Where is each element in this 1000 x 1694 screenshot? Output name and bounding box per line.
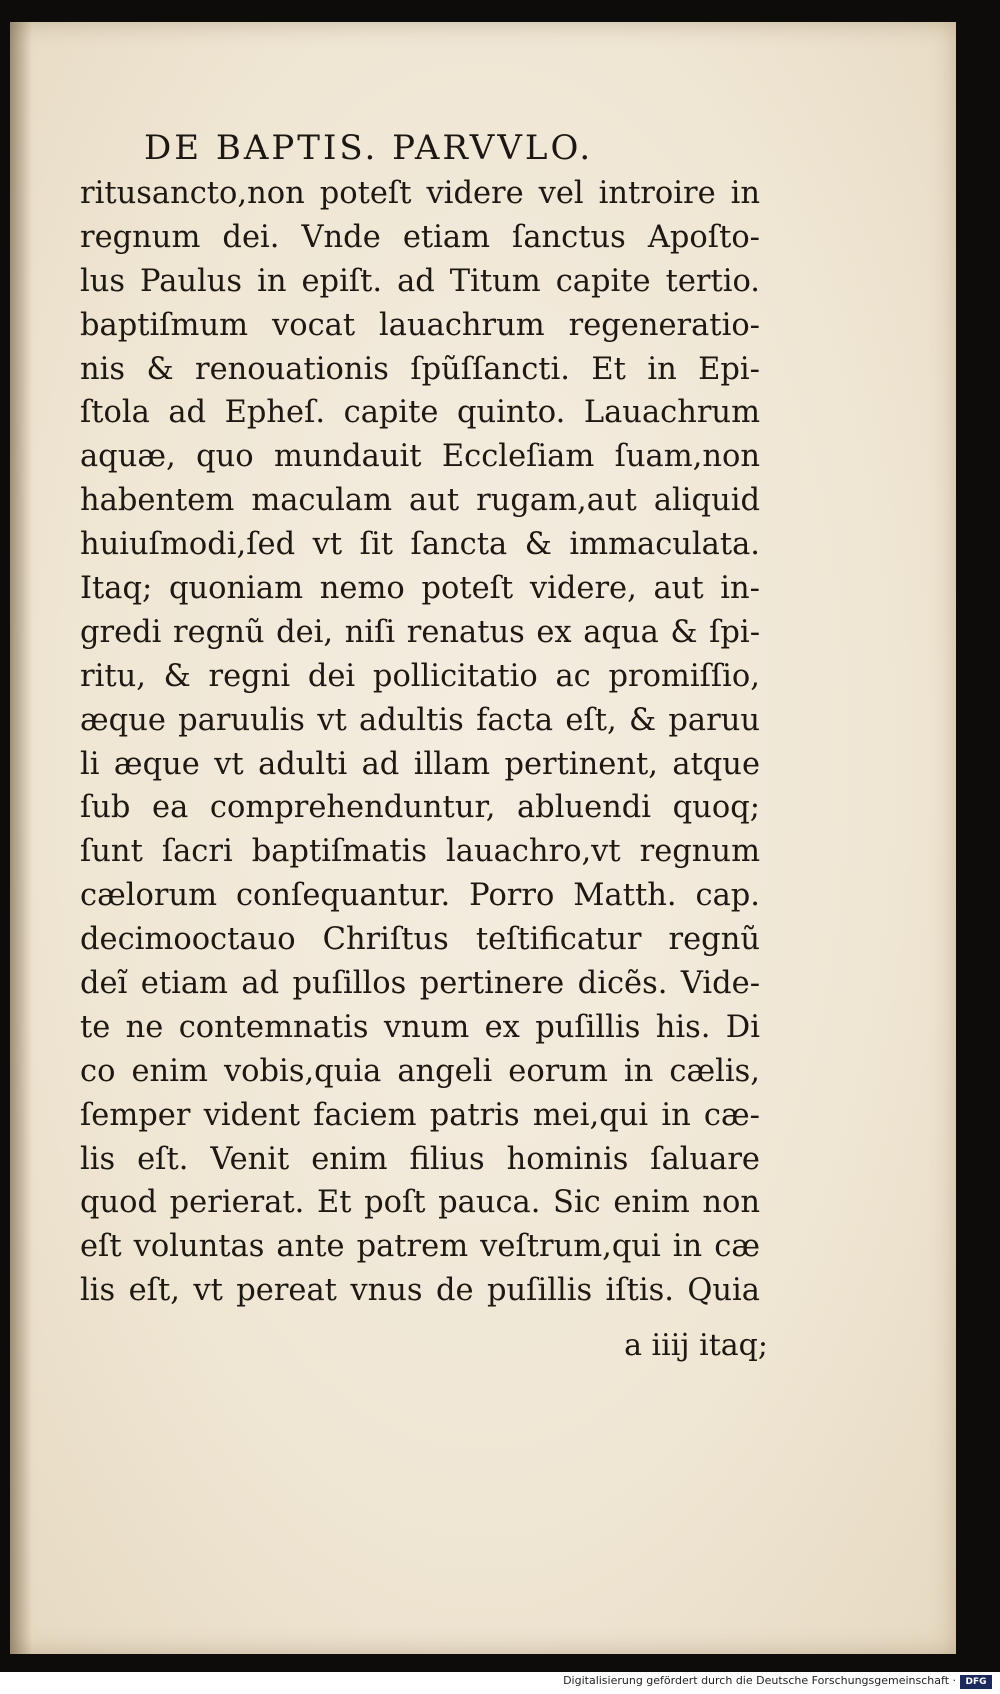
book-page — [10, 22, 956, 1654]
text-line: baptiſmum vocat lauachrum regeneratio- — [80, 307, 760, 343]
text-line: gredi regnũ dei, niſi renatus ex aqua & ſpi- — [80, 614, 760, 650]
text-line: habentem maculam aut rugam,aut aliquid — [80, 483, 760, 519]
text-line: huiuſmodi,ſed vt ſit ſancta & immaculata. — [80, 527, 760, 563]
footer-bar — [0, 1672, 1000, 1694]
text-line: cælorum conſequantur. Porro Matth. cap. — [80, 878, 760, 914]
text-line: nis & renouationis ſpũſſancti. Et in Epi- — [80, 351, 760, 387]
text-line: ſunt ſacri baptiſmatis lauachro,vt regnum — [80, 834, 760, 870]
text-line: decimooctauo Chriſtus teſtificatur regnũ — [80, 922, 760, 958]
text-line: eſt voluntas ante patrem veſtrum,qui in cæ — [80, 1229, 760, 1265]
text-line: ſtola ad Epheſ. capite quinto. Lauachrum — [80, 395, 760, 431]
signature-catchword: a iiij itaq; — [624, 1328, 768, 1363]
dfg-logo-icon: DFG — [960, 1675, 992, 1689]
text-line: regnum dei. Vnde etiam ſanctus Apoſto- — [80, 219, 760, 255]
text-line: lus Paulus in epiſt. ad Titum capite tertio. — [80, 263, 760, 299]
text-line: ritusancto,non poteſt videre vel introire in — [80, 176, 760, 211]
running-head: DE BAPTIS. PARVVLO. — [144, 128, 594, 168]
text-line: lis eſt, vt pereat vnus de puſillis iſtis. Quia — [80, 1273, 760, 1309]
text-line: li æque vt adulti ad illam pertinent, atque — [80, 746, 760, 782]
text-line: æque paruulis vt adultis facta eſt, & paruu — [80, 702, 760, 738]
funding-credit: Digitalisierung gefördert durch die Deutsche Forschungsgemeinschaft · — [563, 1674, 956, 1687]
text-line: co enim vobis,quia angeli eorum in cælis, — [80, 1053, 760, 1089]
text-line: deĩ etiam ad puſillos pertinere dicẽs. Vide- — [80, 966, 760, 1002]
text-line: ſub ea comprehenduntur, abluendi quoq; — [80, 790, 760, 826]
text-block — [80, 172, 760, 1313]
text-line: aquæ, quo mundauit Eccleſiam ſuam,non — [80, 439, 760, 475]
text-line: Itaq; quoniam nemo poteſt videre, aut in- — [80, 571, 760, 607]
text-line: lis eſt. Venit enim filius hominis ſaluare — [80, 1141, 760, 1177]
text-line: te ne contemnatis vnum ex puſillis his. Di — [80, 1009, 760, 1045]
text-line: ritu, & regni dei pollicitatio ac promiſſio, — [80, 658, 760, 694]
text-line: quod perierat. Et poſt pauca. Sic enim non — [80, 1185, 760, 1221]
text-line: ſemper vident faciem patris mei,qui in cæ- — [80, 1097, 760, 1133]
